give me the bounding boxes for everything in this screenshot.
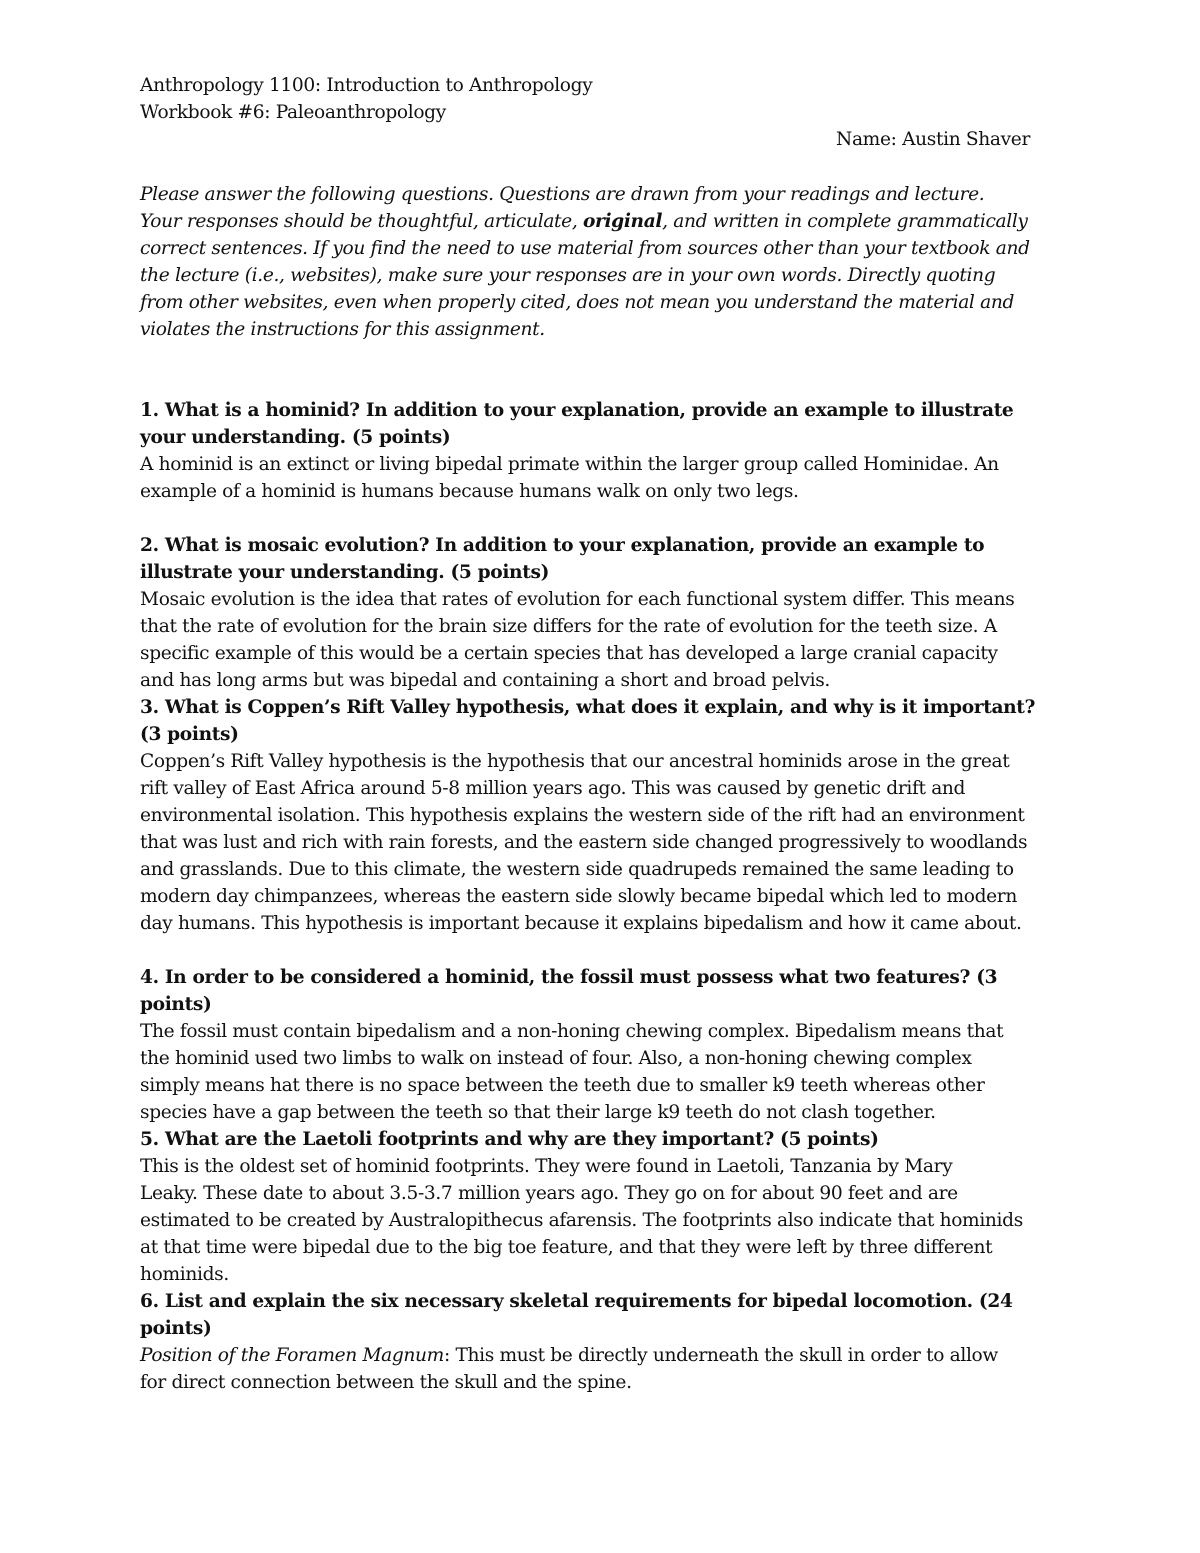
- answer-text: estimated to be created by Australopithecus afarensis. The footprints also indicate that hominids: [140, 1210, 1023, 1231]
- course-title: Anthropology 1100: Introduction to Anthropology: [140, 75, 593, 96]
- instruction-line: correct sentences. If you find the need to use material from sources other than your textbook and: [140, 238, 1030, 259]
- answer-text: and has long arms but was bipedal and containing a short and broad pelvis.: [140, 670, 830, 691]
- answer-text: day humans. This hypothesis is important because it explains bipedalism and how it came about.: [140, 913, 1022, 934]
- emphasis-original: original: [582, 211, 663, 232]
- instruction-line: violates the instructions for this assignment.: [140, 319, 545, 340]
- instruction-line: Please answer the following questions. Questions are drawn from your readings and lecture.: [140, 184, 985, 205]
- question-text: 6. List and explain the six necessary skeletal requirements for bipedal locomotion. (24: [140, 1291, 1013, 1312]
- question-text: 2. What is mosaic evolution? In addition to your explanation, provide an example to: [140, 535, 985, 556]
- answer-text: the hominid used two limbs to walk on instead of four. Also, a non-honing chewing complex: [140, 1048, 972, 1069]
- question-text: 5. What are the Laetoli footprints and why are they important? (5 points): [140, 1129, 879, 1150]
- answer-text: specific example of this would be a certain species that has developed a large cranial capacity: [140, 643, 998, 664]
- answer-text: modern day chimpanzees, whereas the eastern side slowly became bipedal which led to modern: [140, 886, 1017, 907]
- answer-text: and grasslands. Due to this climate, the western side quadrupeds remained the same leading to: [140, 859, 1014, 880]
- answer-text: simply means hat there is no space between the teeth due to smaller k9 teeth whereas other: [140, 1075, 985, 1096]
- question-5: [140, 1126, 1070, 1288]
- question-text: 4. In order to be considered a hominid, the fossil must possess what two features? (3: [140, 967, 998, 988]
- question-text: 3. What is Coppen’s Rift Valley hypothesis, what does it explain, and why is it important?: [140, 697, 1036, 718]
- workbook-title: Workbook #6: Paleoanthropology: [140, 102, 446, 123]
- question-text: points): [140, 1318, 212, 1339]
- instructions: [140, 181, 1070, 343]
- answer-text: Position of the Foramen Magnum: This must be directly underneath the skull in order to allow: [140, 1345, 998, 1366]
- instruction-line: Your responses should be thoughtful, articulate, original, and written in complete grammatically: [140, 211, 1028, 232]
- answer-text: This is the oldest set of hominid footprints. They were found in Laetoli, Tanzania by Mary: [140, 1156, 953, 1177]
- answer-text: at that time were bipedal due to the big toe feature, and that they were left by three different: [140, 1237, 993, 1258]
- question-text: your understanding. (5 points): [140, 427, 451, 448]
- question-text: illustrate your understanding. (5 points): [140, 562, 550, 583]
- question-4: [140, 964, 1070, 1126]
- question-1: [140, 397, 1070, 505]
- answer-text: rift valley of East Africa around 5-8 million years ago. This was caused by genetic drift and: [140, 778, 966, 799]
- question-text: 1. What is a hominid? In addition to your explanation, provide an example to illustrate: [140, 400, 1014, 421]
- answer-text: example of a hominid is humans because humans walk on only two legs.: [140, 481, 799, 502]
- question-3: [140, 694, 1070, 937]
- answer-text: for direct connection between the skull and the spine.: [140, 1372, 632, 1393]
- instruction-line: from other websites, even when properly cited, does not mean you understand the material and: [140, 292, 1015, 313]
- question-6: [140, 1288, 1070, 1396]
- question-text: (3 points): [140, 724, 239, 745]
- document-body: [140, 72, 1070, 1396]
- answer-text: Leaky. These date to about 3.5-3.7 million years ago. They go on for about 90 feet and are: [140, 1183, 958, 1204]
- answer-text: hominids.: [140, 1264, 229, 1285]
- answer-text: environmental isolation. This hypothesis explains the western side of the rift had an environment: [140, 805, 1025, 826]
- answer-text: Mosaic evolution is the idea that rates of evolution for each functional system differ. This means: [140, 589, 1015, 610]
- question-2: [140, 532, 1070, 694]
- answer-term: Position of the Foramen Magnum: [140, 1345, 444, 1366]
- instruction-line: the lecture (i.e., websites), make sure your responses are in your own words. Directly quoting: [140, 265, 996, 286]
- answer-text: A hominid is an extinct or living bipedal primate within the larger group called Hominidae. An: [140, 454, 999, 475]
- answer-text: The fossil must contain bipedalism and a non-honing chewing complex. Bipedalism means that: [140, 1021, 1004, 1042]
- answer-text: that the rate of evolution for the brain size differs for the rate of evolution for the teeth size. A: [140, 616, 997, 637]
- answer-text: Coppen’s Rift Valley hypothesis is the hypothesis that our ancestral hominids arose in the great: [140, 751, 1010, 772]
- answer-text: that was lust and rich with rain forests, and the eastern side changed progressively to woodlands: [140, 832, 1028, 853]
- question-text: points): [140, 994, 212, 1015]
- student-name: Name: Austin Shaver: [836, 129, 1030, 150]
- answer-text: species have a gap between the teeth so that their large k9 teeth do not clash together.: [140, 1102, 936, 1123]
